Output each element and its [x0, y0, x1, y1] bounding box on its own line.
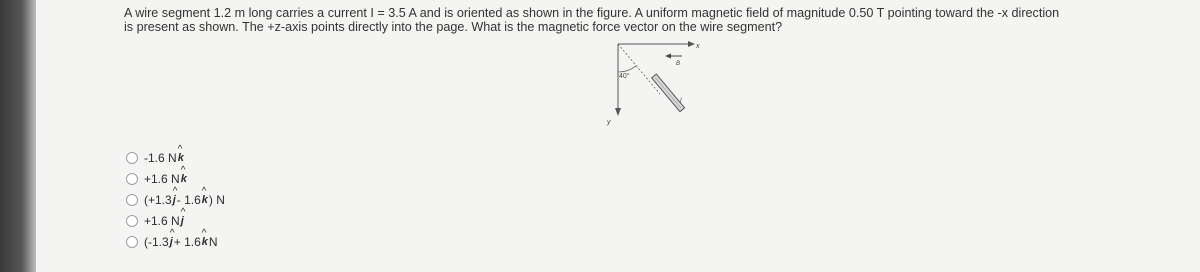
choice-text-mid: + 1.6 — [173, 235, 201, 249]
unit-vector-j: ^ j — [180, 215, 185, 227]
unit-vector-j: ^ j — [169, 236, 174, 248]
unit-vector-j: ^ j — [172, 194, 177, 206]
y-axis-label: y — [607, 119, 611, 126]
angle-reference-line — [618, 44, 660, 94]
radio-button[interactable] — [126, 215, 138, 227]
unit-vector-k: ^ k — [201, 236, 209, 248]
wire-figure — [596, 36, 716, 130]
field-label: B — [676, 61, 681, 67]
angle-label: 40° — [619, 73, 630, 80]
choice-text-pre: (+1.3 — [144, 193, 172, 207]
screen-left-edge — [0, 0, 36, 272]
choice-text-post: ) N — [208, 193, 225, 207]
choice-text-pre: -1.6 N — [144, 151, 177, 165]
radio-button[interactable] — [126, 152, 138, 164]
unit-vector-k: ^ k — [180, 173, 188, 185]
current-label: I — [680, 98, 682, 104]
unit-vector-k: ^ k — [201, 194, 209, 206]
choice-text-pre: (-1.3 — [144, 235, 169, 249]
unit-vector-k: ^ k — [177, 152, 185, 164]
radio-button[interactable] — [126, 194, 138, 206]
choice-4[interactable] — [126, 211, 225, 231]
choice-text-mid: - 1.6 — [176, 193, 201, 207]
field-arrow-head — [665, 54, 671, 59]
choice-3[interactable] — [126, 190, 225, 210]
choice-text-pre: +1.6 N — [144, 214, 180, 228]
wire-segment — [652, 74, 685, 112]
answer-choices — [126, 148, 225, 253]
wire-diagram — [596, 36, 716, 130]
radio-button[interactable] — [126, 236, 138, 248]
choice-text-pre: +1.6 N — [144, 172, 180, 186]
x-axis-label: x — [696, 43, 700, 50]
question-line-2: is present as shown. The +z-axis points directly into the page. What is the magnetic force vector on the wire segment? — [124, 20, 783, 34]
choice-1[interactable] — [126, 148, 225, 168]
radio-button[interactable] — [126, 173, 138, 185]
question-text — [124, 6, 1184, 34]
x-axis-arrow — [688, 41, 695, 47]
choice-5[interactable] — [126, 232, 225, 252]
question-line-1: A wire segment 1.2 m long carries a current I = 3.5 A and is oriented as shown in the figure. A uniform magnetic field of magnitude 0.50 T pointing toward the -x direction — [124, 6, 1060, 20]
y-axis-arrow — [615, 108, 621, 116]
angle-arc — [618, 66, 636, 72]
choice-text-post: N — [208, 235, 218, 249]
